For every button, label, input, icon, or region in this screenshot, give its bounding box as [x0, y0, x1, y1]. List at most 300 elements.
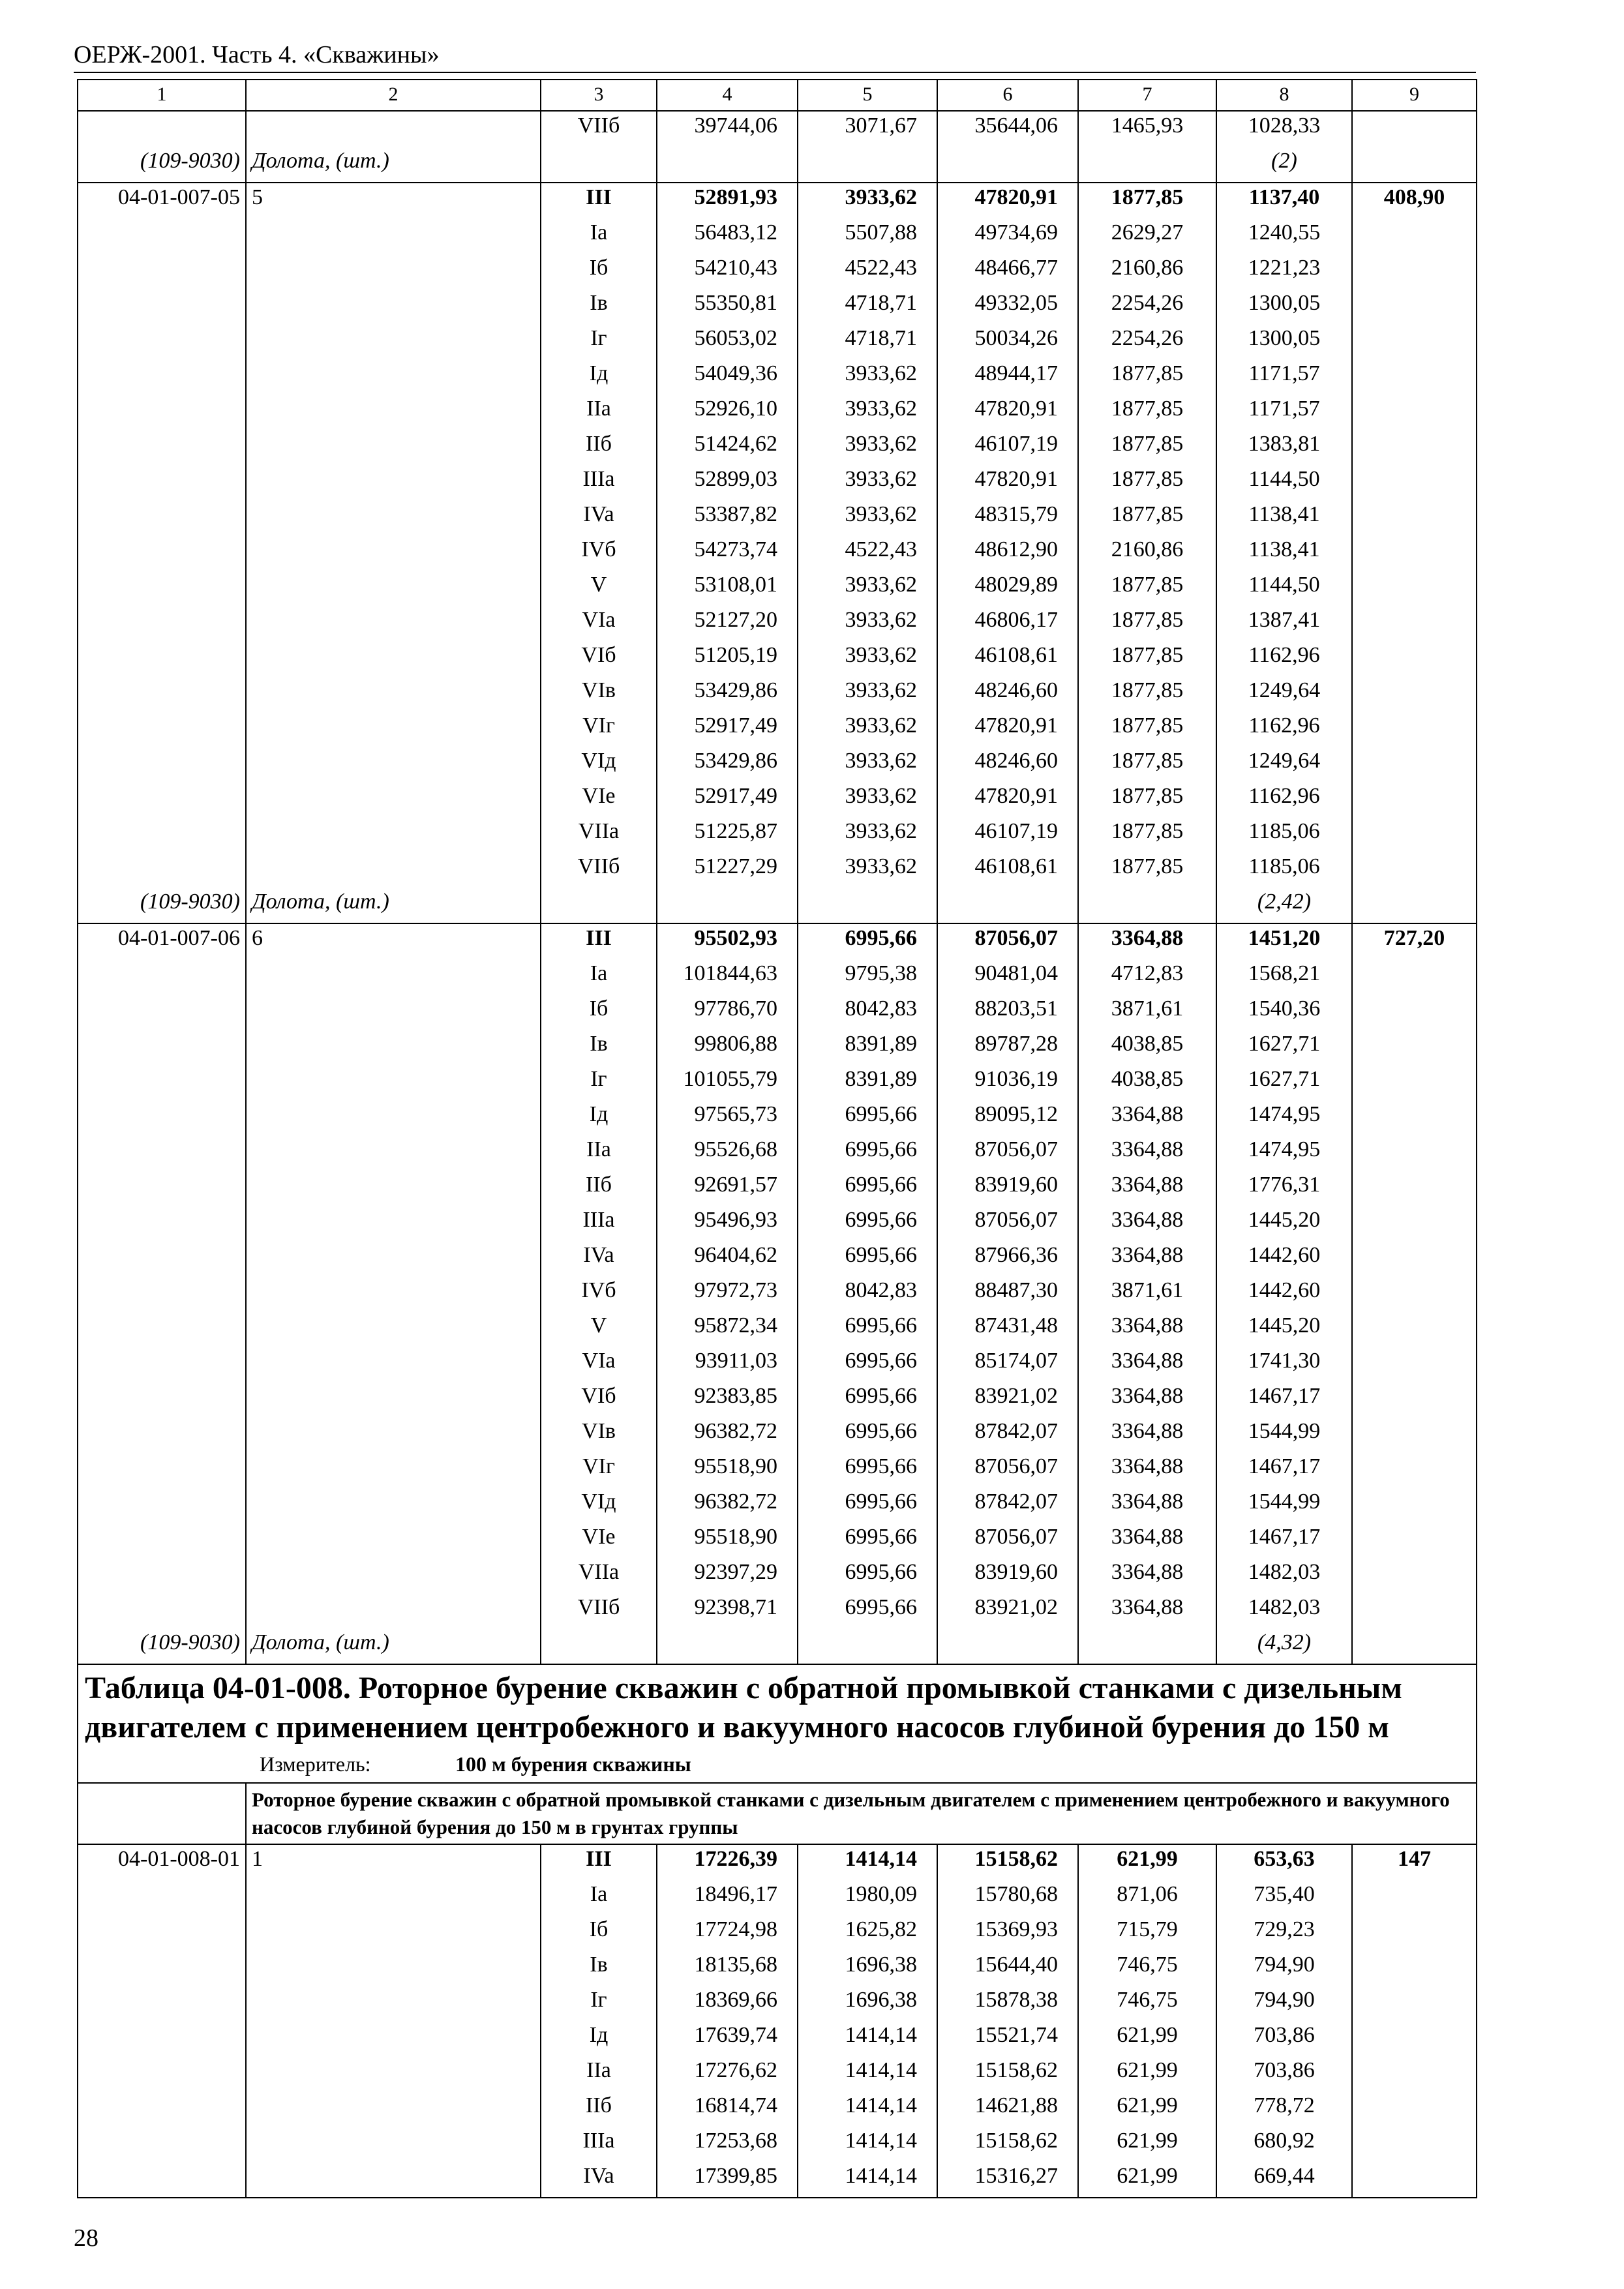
materials-cell: 669,44 — [1216, 2162, 1352, 2198]
materials-cell: 1540,36 — [1216, 995, 1352, 1030]
code-cell — [78, 747, 246, 782]
number-cell — [246, 1488, 541, 1523]
code-cell — [78, 1452, 246, 1488]
machinist-wages-cell: 871,06 — [1078, 1880, 1216, 1915]
number-cell — [246, 606, 541, 641]
wages-cell: 6995,66 — [798, 1593, 937, 1628]
wages-cell: 1414,14 — [798, 2056, 937, 2091]
machines-cell: 85174,07 — [937, 1347, 1078, 1382]
materials-cell: 1162,96 — [1216, 711, 1352, 747]
empty-cell — [798, 888, 937, 923]
table-row — [78, 747, 1477, 782]
number-cell — [246, 852, 541, 888]
empty-cell — [937, 888, 1078, 923]
soil-group-cell: VIв — [541, 676, 657, 711]
table-row — [78, 1135, 1477, 1171]
table-row — [78, 359, 1477, 395]
labor-cell — [1352, 1558, 1477, 1593]
resource-quantity: (2) — [1216, 147, 1352, 183]
code-cell — [78, 430, 246, 465]
labor-cell — [1352, 1347, 1477, 1382]
total-cost-cell: 97786,70 — [657, 995, 798, 1030]
machinist-wages-cell: 3364,88 — [1078, 1100, 1216, 1135]
total-cost-cell: 92383,85 — [657, 1382, 798, 1417]
code-cell — [78, 2162, 246, 2198]
machinist-wages-cell: 3364,88 — [1078, 1171, 1216, 1206]
number-cell — [246, 430, 541, 465]
total-cost-cell: 53429,86 — [657, 747, 798, 782]
machinist-wages-cell: 3871,61 — [1078, 1276, 1216, 1311]
machines-cell: 15158,62 — [937, 2127, 1078, 2162]
wages-cell: 1696,38 — [798, 1986, 937, 2021]
machines-cell: 15158,62 — [937, 1844, 1078, 1880]
table-row — [78, 1452, 1477, 1488]
total-cost-cell: 97972,73 — [657, 1276, 798, 1311]
code-cell — [78, 959, 246, 995]
total-cost-cell: 51225,87 — [657, 817, 798, 852]
materials-cell: 1249,64 — [1216, 676, 1352, 711]
wages-cell: 3933,62 — [798, 395, 937, 430]
table-row — [78, 1206, 1477, 1241]
machinist-wages-cell: 1877,85 — [1078, 571, 1216, 606]
code-cell: 04-01-007-05 — [78, 183, 246, 218]
wages-cell: 3933,62 — [798, 465, 937, 500]
total-cost-cell: 52899,03 — [657, 465, 798, 500]
number-cell — [246, 1417, 541, 1452]
materials-cell: 1442,60 — [1216, 1276, 1352, 1311]
soil-group-cell: Iб — [541, 995, 657, 1030]
table-row — [78, 183, 1477, 218]
table-row — [78, 2056, 1477, 2091]
total-cost-cell: 99806,88 — [657, 1030, 798, 1065]
materials-cell: 1185,06 — [1216, 852, 1352, 888]
number-cell — [246, 1558, 541, 1593]
wages-cell: 3933,62 — [798, 571, 937, 606]
empty-cell — [1352, 888, 1477, 923]
code-cell — [78, 111, 246, 147]
page-number: 28 — [74, 2224, 98, 2252]
soil-group-cell: Iг — [541, 1065, 657, 1100]
empty-cell — [798, 147, 937, 183]
code-cell: 04-01-008-01 — [78, 1844, 246, 1880]
empty-cell — [657, 888, 798, 923]
total-cost-cell: 101844,63 — [657, 959, 798, 995]
empty-cell — [1352, 147, 1477, 183]
materials-cell: 1138,41 — [1216, 535, 1352, 571]
code-cell — [78, 465, 246, 500]
machinist-wages-cell: 621,99 — [1078, 2162, 1216, 2198]
number-cell — [246, 1171, 541, 1206]
machinist-wages-cell: 3364,88 — [1078, 1593, 1216, 1628]
table-row — [78, 1488, 1477, 1523]
machines-cell: 49734,69 — [937, 218, 1078, 254]
machines-cell: 83919,60 — [937, 1171, 1078, 1206]
machines-cell: 15369,93 — [937, 1915, 1078, 1951]
materials-cell: 794,90 — [1216, 1986, 1352, 2021]
code-cell — [78, 1523, 246, 1558]
labor-cell — [1352, 606, 1477, 641]
table-title: Таблица 04-01-008. Роторное бурение скважин с обратной промывкой станками с дизельным двигателем с применением центробежного и вакуумного насосов глубиной бурения до 150 м — [85, 1671, 1402, 1744]
total-cost-cell: 17399,85 — [657, 2162, 798, 2198]
machines-cell: 48466,77 — [937, 254, 1078, 289]
machines-cell: 46107,19 — [937, 817, 1078, 852]
machinist-wages-cell: 3871,61 — [1078, 995, 1216, 1030]
code-cell — [78, 782, 246, 817]
code-cell — [78, 1488, 246, 1523]
soil-group-cell: IVб — [541, 1276, 657, 1311]
code-cell — [78, 500, 246, 535]
measure-cell — [78, 1750, 1477, 1783]
total-cost-cell: 17639,74 — [657, 2021, 798, 2056]
materials-cell: 1162,96 — [1216, 782, 1352, 817]
materials-cell: 1300,05 — [1216, 324, 1352, 359]
resource-code: (109-9030) — [78, 147, 246, 183]
labor-cell — [1352, 711, 1477, 747]
machines-cell: 48246,60 — [937, 747, 1078, 782]
machinist-wages-cell: 1877,85 — [1078, 500, 1216, 535]
code-cell — [78, 1276, 246, 1311]
number-cell — [246, 218, 541, 254]
table-row — [78, 289, 1477, 324]
table-row — [78, 535, 1477, 571]
soil-group-cell: VIIб — [541, 1593, 657, 1628]
number-cell — [246, 395, 541, 430]
number-cell — [246, 2091, 541, 2127]
table-row — [78, 1558, 1477, 1593]
wages-cell: 5507,88 — [798, 218, 937, 254]
machinist-wages-cell: 4712,83 — [1078, 959, 1216, 995]
empty-cell — [1352, 1628, 1477, 1664]
column-header: 2 — [246, 80, 541, 111]
machines-cell: 87966,36 — [937, 1241, 1078, 1276]
number-cell — [246, 817, 541, 852]
table-row — [78, 711, 1477, 747]
machinist-wages-cell: 3364,88 — [1078, 1135, 1216, 1171]
code-cell — [78, 1986, 246, 2021]
materials-cell: 1221,23 — [1216, 254, 1352, 289]
wages-cell: 6995,66 — [798, 1382, 937, 1417]
soil-group-cell: IVa — [541, 500, 657, 535]
number-cell — [246, 995, 541, 1030]
empty-cell — [937, 1628, 1078, 1664]
soil-group-cell: Iг — [541, 324, 657, 359]
code-cell — [78, 1100, 246, 1135]
machinist-wages-cell: 1877,85 — [1078, 676, 1216, 711]
total-cost-cell: 54049,36 — [657, 359, 798, 395]
measure-row — [78, 1750, 1477, 1783]
total-cost-cell: 52917,49 — [657, 782, 798, 817]
table-row — [78, 111, 1477, 147]
machinist-wages-cell: 2160,86 — [1078, 254, 1216, 289]
code-cell — [78, 1241, 246, 1276]
labor-cell — [1352, 535, 1477, 571]
code-cell — [78, 289, 246, 324]
soil-group-cell: IIa — [541, 395, 657, 430]
number-cell — [246, 1276, 541, 1311]
machines-cell: 89095,12 — [937, 1100, 1078, 1135]
resource-quantity: (2,42) — [1216, 888, 1352, 923]
total-cost-cell: 17226,39 — [657, 1844, 798, 1880]
labor-cell: 408,90 — [1352, 183, 1477, 218]
soil-group-cell: Iд — [541, 2021, 657, 2056]
machines-cell: 48315,79 — [937, 500, 1078, 535]
machinist-wages-cell: 3364,88 — [1078, 1347, 1216, 1382]
soil-group-cell: VIIб — [541, 111, 657, 147]
table-row — [78, 852, 1477, 888]
materials-cell: 1171,57 — [1216, 395, 1352, 430]
labor-cell — [1352, 1100, 1477, 1135]
labor-cell — [1352, 2162, 1477, 2198]
soil-group-cell: V — [541, 1311, 657, 1347]
number-cell — [246, 535, 541, 571]
code-cell — [78, 995, 246, 1030]
soil-group-cell: IIIa — [541, 1206, 657, 1241]
materials-cell: 1249,64 — [1216, 747, 1352, 782]
machinist-wages-cell: 3364,88 — [1078, 1488, 1216, 1523]
machines-cell: 47820,91 — [937, 183, 1078, 218]
materials-cell: 680,92 — [1216, 2127, 1352, 2162]
soil-group-cell: Ia — [541, 218, 657, 254]
wages-cell: 4718,71 — [798, 324, 937, 359]
labor-cell — [1352, 218, 1477, 254]
code-cell — [78, 711, 246, 747]
machinist-wages-cell: 2629,27 — [1078, 218, 1216, 254]
empty-cell — [657, 147, 798, 183]
materials-cell: 1776,31 — [1216, 1171, 1352, 1206]
code-cell — [78, 1382, 246, 1417]
wages-cell: 6995,66 — [798, 1417, 937, 1452]
number-cell — [246, 711, 541, 747]
materials-cell: 1300,05 — [1216, 289, 1352, 324]
machines-cell: 47820,91 — [937, 782, 1078, 817]
labor-cell — [1352, 2127, 1477, 2162]
machinist-wages-cell: 715,79 — [1078, 1915, 1216, 1951]
machinist-wages-cell: 3364,88 — [1078, 923, 1216, 959]
machines-cell: 48246,60 — [937, 676, 1078, 711]
soil-group-cell: IIб — [541, 430, 657, 465]
number-cell — [246, 1241, 541, 1276]
materials-cell: 1162,96 — [1216, 641, 1352, 676]
code-cell — [78, 2021, 246, 2056]
column-header: 3 — [541, 80, 657, 111]
total-cost-cell: 53429,86 — [657, 676, 798, 711]
machines-cell: 15644,40 — [937, 1951, 1078, 1986]
machinist-wages-cell: 1877,85 — [1078, 183, 1216, 218]
table-row — [78, 1382, 1477, 1417]
machines-cell: 14621,88 — [937, 2091, 1078, 2127]
table-row — [78, 1844, 1477, 1880]
soil-group-cell: VIe — [541, 782, 657, 817]
soil-group-cell: VIд — [541, 747, 657, 782]
machines-cell: 87842,07 — [937, 1488, 1078, 1523]
total-cost-cell: 95518,90 — [657, 1523, 798, 1558]
table-row — [78, 465, 1477, 500]
materials-cell: 1240,55 — [1216, 218, 1352, 254]
machinist-wages-cell: 4038,85 — [1078, 1030, 1216, 1065]
number-cell — [246, 1100, 541, 1135]
machines-cell: 83921,02 — [937, 1382, 1078, 1417]
empty-cell — [657, 1628, 798, 1664]
code-cell — [78, 852, 246, 888]
soil-group-cell: Iв — [541, 1951, 657, 1986]
wages-cell: 8391,89 — [798, 1065, 937, 1100]
code-cell — [78, 1951, 246, 1986]
table-row — [78, 2091, 1477, 2127]
total-cost-cell: 56483,12 — [657, 218, 798, 254]
materials-cell: 1544,99 — [1216, 1488, 1352, 1523]
machines-cell: 15780,68 — [937, 1880, 1078, 1915]
machinist-wages-cell: 1877,85 — [1078, 641, 1216, 676]
materials-cell: 1474,95 — [1216, 1100, 1352, 1135]
machines-cell: 46107,19 — [937, 430, 1078, 465]
wages-cell: 3933,62 — [798, 817, 937, 852]
code-cell — [78, 1135, 246, 1171]
table-row — [78, 1065, 1477, 1100]
wages-cell: 6995,66 — [798, 923, 937, 959]
machinist-wages-cell: 1877,85 — [1078, 747, 1216, 782]
wages-cell: 3933,62 — [798, 606, 937, 641]
table-row — [78, 817, 1477, 852]
resource-name: Долота, (шт.) — [246, 1628, 541, 1664]
machines-cell: 91036,19 — [937, 1065, 1078, 1100]
total-cost-cell: 53108,01 — [657, 571, 798, 606]
labor-cell — [1352, 465, 1477, 500]
table-row — [78, 1276, 1477, 1311]
empty-cell — [1078, 1628, 1216, 1664]
machinist-wages-cell: 3364,88 — [1078, 1382, 1216, 1417]
labor-cell — [1352, 1382, 1477, 1417]
machinist-wages-cell: 621,99 — [1078, 2056, 1216, 2091]
machines-cell: 90481,04 — [937, 959, 1078, 995]
code-cell — [78, 1030, 246, 1065]
machinist-wages-cell: 1877,85 — [1078, 852, 1216, 888]
table-row — [78, 1951, 1477, 1986]
soil-group-cell: IVa — [541, 1241, 657, 1276]
machines-cell: 87056,07 — [937, 1135, 1078, 1171]
total-cost-cell: 95526,68 — [657, 1135, 798, 1171]
machinist-wages-cell: 2254,26 — [1078, 324, 1216, 359]
materials-cell: 1387,41 — [1216, 606, 1352, 641]
machinist-wages-cell: 2254,26 — [1078, 289, 1216, 324]
table-row — [78, 1417, 1477, 1452]
labor-cell — [1352, 995, 1477, 1030]
number-cell: 1 — [246, 1844, 541, 1880]
total-cost-cell: 53387,82 — [657, 500, 798, 535]
labor-cell — [1352, 500, 1477, 535]
soil-group-cell: IIб — [541, 2091, 657, 2127]
soil-group-cell: VIб — [541, 1382, 657, 1417]
number-cell — [246, 1135, 541, 1171]
total-cost-cell: 51227,29 — [657, 852, 798, 888]
soil-group-cell: VIд — [541, 1488, 657, 1523]
number-cell — [246, 1523, 541, 1558]
table-row — [78, 995, 1477, 1030]
wages-cell: 3933,62 — [798, 782, 937, 817]
machinist-wages-cell: 621,99 — [1078, 2127, 1216, 2162]
machinist-wages-cell: 1877,85 — [1078, 359, 1216, 395]
materials-cell: 778,72 — [1216, 2091, 1352, 2127]
table-row — [78, 324, 1477, 359]
machines-cell: 46806,17 — [937, 606, 1078, 641]
table-row — [78, 500, 1477, 535]
code-cell — [78, 395, 246, 430]
labor-cell — [1352, 1488, 1477, 1523]
wages-cell: 1414,14 — [798, 1844, 937, 1880]
soil-group-cell: VIe — [541, 1523, 657, 1558]
wages-cell: 6995,66 — [798, 1311, 937, 1347]
machines-cell: 87056,07 — [937, 1523, 1078, 1558]
wages-cell: 6995,66 — [798, 1488, 937, 1523]
labor-cell — [1352, 1065, 1477, 1100]
number-cell — [246, 1030, 541, 1065]
labor-cell — [1352, 1030, 1477, 1065]
resource-code: (109-9030) — [78, 888, 246, 923]
materials-cell: 1144,50 — [1216, 465, 1352, 500]
materials-cell: 1467,17 — [1216, 1523, 1352, 1558]
total-cost-cell: 51424,62 — [657, 430, 798, 465]
materials-cell: 735,40 — [1216, 1880, 1352, 1915]
total-cost-cell: 17724,98 — [657, 1915, 798, 1951]
materials-cell: 1445,20 — [1216, 1311, 1352, 1347]
machines-cell: 50034,26 — [937, 324, 1078, 359]
labor-cell — [1352, 430, 1477, 465]
number-cell — [246, 289, 541, 324]
materials-cell: 1482,03 — [1216, 1593, 1352, 1628]
empty-cell — [937, 147, 1078, 183]
total-cost-cell: 96382,72 — [657, 1417, 798, 1452]
machines-cell: 87056,07 — [937, 1206, 1078, 1241]
empty-cell — [541, 147, 657, 183]
soil-group-cell: Iб — [541, 1915, 657, 1951]
number-cell — [246, 1347, 541, 1382]
machinist-wages-cell: 1877,85 — [1078, 395, 1216, 430]
table-row — [78, 1347, 1477, 1382]
labor-cell — [1352, 1311, 1477, 1347]
labor-cell — [1352, 959, 1477, 995]
machines-cell: 46108,61 — [937, 641, 1078, 676]
total-cost-cell: 96382,72 — [657, 1488, 798, 1523]
column-header: 4 — [657, 80, 798, 111]
total-cost-cell: 54210,43 — [657, 254, 798, 289]
price-table — [77, 79, 1477, 2198]
total-cost-cell: 52917,49 — [657, 711, 798, 747]
machines-cell: 87056,07 — [937, 1452, 1078, 1488]
soil-group-cell: VIIa — [541, 1558, 657, 1593]
labor-cell — [1352, 324, 1477, 359]
labor-cell — [1352, 1417, 1477, 1452]
number-cell — [246, 500, 541, 535]
materials-cell: 653,63 — [1216, 1844, 1352, 1880]
code-cell — [78, 1347, 246, 1382]
table-row — [78, 641, 1477, 676]
machines-cell: 15158,62 — [937, 2056, 1078, 2091]
wages-cell: 6995,66 — [798, 1452, 937, 1488]
total-cost-cell: 52127,20 — [657, 606, 798, 641]
machinist-wages-cell: 1877,85 — [1078, 817, 1216, 852]
machinist-wages-cell: 3364,88 — [1078, 1417, 1216, 1452]
column-header: 7 — [1078, 80, 1216, 111]
machines-cell: 88203,51 — [937, 995, 1078, 1030]
total-cost-cell: 54273,74 — [657, 535, 798, 571]
code-cell — [78, 1417, 246, 1452]
number-cell: 5 — [246, 183, 541, 218]
column-header: 9 — [1352, 80, 1477, 111]
wages-cell: 6995,66 — [798, 1241, 937, 1276]
wages-cell: 6995,66 — [798, 1100, 937, 1135]
total-cost-cell: 95872,34 — [657, 1311, 798, 1347]
machines-cell: 83919,60 — [937, 1558, 1078, 1593]
soil-group-cell: VIa — [541, 606, 657, 641]
